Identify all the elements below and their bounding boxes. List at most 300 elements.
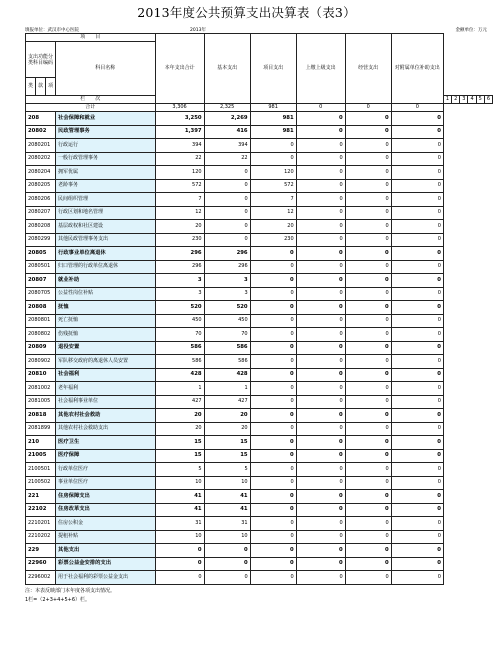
col-header: 本年支出合计 — [155, 34, 204, 104]
subject-name: 其他民政管理事务支出 — [56, 233, 156, 247]
amount-cell: 586 — [155, 341, 204, 355]
total-cell: 2,325 — [204, 104, 250, 112]
amount-cell: 0 — [250, 247, 296, 261]
amount-cell: 0 — [250, 355, 296, 369]
amount-cell: 0 — [250, 314, 296, 328]
subject-name: 军队移交政府的离退休人员安置 — [56, 355, 156, 369]
subject-name: 退役安置 — [56, 341, 156, 355]
col-header: 基本支出 — [204, 34, 250, 104]
amount-cell: 0 — [204, 220, 250, 234]
amount-cell: 0 — [296, 503, 345, 517]
amount-cell: 0 — [204, 233, 250, 247]
amount-cell: 0 — [250, 449, 296, 463]
amount-cell: 0 — [204, 206, 250, 220]
amount-cell: 0 — [391, 287, 443, 301]
subject-code: 2100501 — [26, 463, 56, 477]
amount-cell: 427 — [155, 395, 204, 409]
note-line: 注：本表反映部门本年度各项支出情况。 — [25, 588, 116, 594]
total-cell: 3,306 — [155, 104, 204, 112]
subject-code: 20802 — [26, 125, 56, 139]
amount-cell: 0 — [250, 422, 296, 436]
subject-code: 20809 — [26, 341, 56, 355]
amount-cell: 0 — [345, 463, 391, 477]
amount-cell: 0 — [250, 382, 296, 396]
amount-cell: 0 — [204, 166, 250, 180]
amount-cell: 981 — [250, 112, 296, 126]
amount-cell: 0 — [345, 112, 391, 126]
subject-name: 行政区划和地名管理 — [56, 206, 156, 220]
amount-cell: 70 — [204, 328, 250, 342]
amount-cell: 20 — [155, 422, 204, 436]
subject-code: 2081002 — [26, 382, 56, 396]
page-title: 2013年度公共预算支出决算表（表3） — [137, 5, 356, 20]
amount-cell: 0 — [296, 557, 345, 571]
amount-cell: 296 — [204, 260, 250, 274]
amount-cell: 0 — [250, 409, 296, 423]
amount-cell: 0 — [296, 247, 345, 261]
kuan-header: 款 — [36, 78, 46, 96]
func-class-header: 支出功能分类科目编码 — [26, 42, 56, 78]
amount-cell: 0 — [345, 328, 391, 342]
amount-cell: 0 — [345, 152, 391, 166]
subject-name: 民政管理事务 — [56, 125, 156, 139]
table-row — [26, 112, 493, 126]
amount-cell: 0 — [391, 314, 443, 328]
amount-cell: 0 — [345, 503, 391, 517]
amount-cell: 428 — [204, 368, 250, 382]
col-header: 项目支出 — [250, 34, 296, 104]
amount-cell: 5 — [204, 463, 250, 477]
amount-cell: 450 — [155, 314, 204, 328]
amount-cell: 0 — [345, 382, 391, 396]
subject-name: 伤残抚恤 — [56, 328, 156, 342]
subject-name: 其他农村社会救助 — [56, 409, 156, 423]
amount-cell: 0 — [345, 287, 391, 301]
subject-name: 公益性岗位补贴 — [56, 287, 156, 301]
amount-cell: 0 — [391, 557, 443, 571]
amount-unit: 金额单位：万元 — [455, 28, 487, 33]
amount-cell: 0 — [391, 409, 443, 423]
amount-cell: 0 — [250, 368, 296, 382]
col-header: 对附属单位补助支出 — [391, 34, 443, 104]
table-row — [26, 139, 493, 153]
amount-cell: 0 — [391, 449, 443, 463]
amount-cell: 0 — [391, 112, 443, 126]
subject-name: 一般行政管理事务 — [56, 152, 156, 166]
amount-cell: 10 — [204, 530, 250, 544]
table-row — [26, 476, 493, 490]
subject-name: 死亡抚恤 — [56, 314, 156, 328]
amount-cell: 0 — [296, 436, 345, 450]
amount-cell: 0 — [296, 395, 345, 409]
subject-code: 20805 — [26, 247, 56, 261]
amount-cell: 0 — [155, 557, 204, 571]
subject-code: 22960 — [26, 557, 56, 571]
total-cell: 0 — [391, 104, 443, 112]
amount-cell: 3 — [204, 287, 250, 301]
amount-cell: 0 — [345, 544, 391, 558]
amount-cell: 394 — [155, 139, 204, 153]
subject-code: 22102 — [26, 503, 56, 517]
amount-cell: 0 — [345, 395, 391, 409]
subject-code: 221 — [26, 490, 56, 504]
amount-cell: 572 — [155, 179, 204, 193]
amount-cell: 0 — [250, 328, 296, 342]
amount-cell: 0 — [296, 233, 345, 247]
amount-cell: 428 — [155, 368, 204, 382]
amount-cell: 0 — [345, 409, 391, 423]
amount-cell: 0 — [345, 125, 391, 139]
table-row — [26, 341, 493, 355]
table-row — [26, 382, 493, 396]
amount-cell: 0 — [250, 463, 296, 477]
expenditure-table — [25, 33, 493, 585]
total-label: 合计 — [26, 104, 156, 112]
amount-cell: 0 — [345, 422, 391, 436]
table-row — [26, 260, 493, 274]
table-row — [26, 314, 493, 328]
lei-header: 类 — [26, 78, 36, 96]
table-row — [26, 328, 493, 342]
amount-cell: 0 — [345, 206, 391, 220]
subject-code: 2296002 — [26, 571, 56, 585]
subject-name: 老龄事务 — [56, 179, 156, 193]
amount-cell: 586 — [155, 355, 204, 369]
subject-code: 20818 — [26, 409, 56, 423]
amount-cell: 0 — [391, 355, 443, 369]
table-row — [26, 544, 493, 558]
amount-cell: 0 — [391, 490, 443, 504]
amount-cell: 15 — [155, 436, 204, 450]
amount-cell: 0 — [345, 139, 391, 153]
amount-cell: 0 — [345, 274, 391, 288]
table-row — [26, 463, 493, 477]
amount-cell: 0 — [345, 193, 391, 207]
subject-name: 行政运行 — [56, 139, 156, 153]
amount-cell: 0 — [391, 125, 443, 139]
amount-cell: 0 — [391, 463, 443, 477]
amount-cell: 0 — [204, 179, 250, 193]
amount-cell: 0 — [391, 395, 443, 409]
subject-name: 基层政权和社区建设 — [56, 220, 156, 234]
amount-cell: 0 — [250, 139, 296, 153]
amount-cell: 10 — [155, 476, 204, 490]
table-row — [26, 517, 493, 531]
table-row — [26, 490, 493, 504]
subject-code: 2210202 — [26, 530, 56, 544]
amount-cell: 0 — [391, 517, 443, 531]
total-cell: 981 — [250, 104, 296, 112]
amount-cell: 0 — [391, 476, 443, 490]
table-row — [26, 125, 493, 139]
subject-name: 住房改革支出 — [56, 503, 156, 517]
amount-cell: 230 — [250, 233, 296, 247]
amount-cell: 0 — [204, 544, 250, 558]
subject-code: 2080206 — [26, 193, 56, 207]
subject-code: 21005 — [26, 449, 56, 463]
amount-cell: 0 — [204, 193, 250, 207]
table-row — [26, 557, 493, 571]
amount-cell: 0 — [296, 368, 345, 382]
amount-cell: 12 — [250, 206, 296, 220]
amount-cell: 0 — [391, 260, 443, 274]
amount-cell: 120 — [250, 166, 296, 180]
amount-cell: 0 — [250, 341, 296, 355]
subject-code: 2080801 — [26, 314, 56, 328]
amount-cell: 0 — [155, 544, 204, 558]
amount-cell: 0 — [345, 301, 391, 315]
amount-cell: 0 — [391, 530, 443, 544]
amount-cell: 15 — [204, 449, 250, 463]
amount-cell: 0 — [296, 341, 345, 355]
subject-code: 229 — [26, 544, 56, 558]
amount-cell: 0 — [391, 179, 443, 193]
table-row — [26, 368, 493, 382]
amount-cell: 20 — [204, 422, 250, 436]
amount-cell: 41 — [204, 490, 250, 504]
amount-cell: 0 — [296, 274, 345, 288]
amount-cell: 5 — [155, 463, 204, 477]
amount-cell: 0 — [250, 436, 296, 450]
amount-cell: 0 — [391, 341, 443, 355]
amount-cell: 0 — [391, 152, 443, 166]
amount-cell: 0 — [391, 166, 443, 180]
amount-cell: 0 — [391, 301, 443, 315]
amount-cell: 981 — [250, 125, 296, 139]
amount-cell: 296 — [155, 260, 204, 274]
amount-cell: 0 — [391, 139, 443, 153]
subject-code: 2080208 — [26, 220, 56, 234]
xiang-header: 项 — [46, 78, 56, 96]
total-cell: 0 — [345, 104, 391, 112]
amount-cell: 0 — [296, 571, 345, 585]
amount-cell: 0 — [296, 166, 345, 180]
subject-code: 20807 — [26, 274, 56, 288]
amount-cell: 0 — [250, 287, 296, 301]
table-row — [26, 449, 493, 463]
amount-cell: 70 — [155, 328, 204, 342]
amount-cell: 0 — [250, 476, 296, 490]
col-number: 3 — [460, 96, 468, 104]
amount-cell: 0 — [250, 503, 296, 517]
amount-cell: 20 — [155, 409, 204, 423]
amount-cell: 0 — [391, 206, 443, 220]
subject-code: 2210201 — [26, 517, 56, 531]
col-number: 6 — [484, 96, 492, 104]
amount-cell: 15 — [204, 436, 250, 450]
note-line: 1栏=（2+3+4+5+6）栏。 — [25, 597, 91, 603]
subject-name: 社会福利 — [56, 368, 156, 382]
table-row — [26, 220, 493, 234]
amount-cell: 0 — [345, 166, 391, 180]
subject-name: 抚恤 — [56, 301, 156, 315]
amount-cell: 0 — [296, 125, 345, 139]
amount-cell: 0 — [296, 301, 345, 315]
amount-cell: 427 — [204, 395, 250, 409]
amount-cell: 0 — [391, 571, 443, 585]
amount-cell: 0 — [296, 463, 345, 477]
reporting-unit: 填报单位：武汉市中心医院 — [25, 28, 79, 33]
amount-cell: 0 — [391, 193, 443, 207]
col-number: 2 — [452, 96, 460, 104]
subject-code: 2080201 — [26, 139, 56, 153]
amount-cell: 20 — [250, 220, 296, 234]
amount-cell: 0 — [296, 314, 345, 328]
amount-cell: 0 — [391, 436, 443, 450]
table-row — [26, 571, 493, 585]
subject-name: 民间组织管理 — [56, 193, 156, 207]
amount-cell: 0 — [296, 544, 345, 558]
amount-cell: 3,250 — [155, 112, 204, 126]
amount-cell: 0 — [345, 314, 391, 328]
amount-cell: 0 — [296, 517, 345, 531]
subject-name: 提租补贴 — [56, 530, 156, 544]
amount-cell: 1 — [155, 382, 204, 396]
table-row — [26, 166, 493, 180]
lanci-label: 栏 次 — [26, 96, 156, 104]
amount-cell: 0 — [345, 571, 391, 585]
amount-cell: 586 — [204, 341, 250, 355]
table-row — [26, 287, 493, 301]
table-row — [26, 179, 493, 193]
amount-cell: 0 — [345, 436, 391, 450]
amount-cell: 0 — [296, 193, 345, 207]
amount-cell: 0 — [345, 260, 391, 274]
amount-cell: 41 — [155, 503, 204, 517]
amount-cell: 10 — [155, 530, 204, 544]
amount-cell: 0 — [296, 179, 345, 193]
table-row — [26, 503, 493, 517]
subject-code: 20808 — [26, 301, 56, 315]
subject-code: 2080299 — [26, 233, 56, 247]
amount-cell: 0 — [345, 179, 391, 193]
amount-cell: 0 — [345, 476, 391, 490]
col-number: 5 — [476, 96, 484, 104]
amount-cell: 0 — [296, 152, 345, 166]
amount-cell: 41 — [204, 503, 250, 517]
amount-cell: 0 — [391, 233, 443, 247]
amount-cell: 0 — [296, 139, 345, 153]
amount-cell: 0 — [204, 557, 250, 571]
subject-code: 20810 — [26, 368, 56, 382]
amount-cell: 0 — [345, 517, 391, 531]
subject-name: 用于社会福利的彩票公益金支出 — [56, 571, 156, 585]
amount-cell: 3 — [155, 287, 204, 301]
subject-name: 拥军优属 — [56, 166, 156, 180]
subject-code: 2080902 — [26, 355, 56, 369]
amount-cell: 0 — [345, 368, 391, 382]
amount-cell: 12 — [155, 206, 204, 220]
amount-cell: 0 — [296, 476, 345, 490]
amount-cell: 586 — [204, 355, 250, 369]
table-row — [26, 409, 493, 423]
amount-cell: 0 — [250, 517, 296, 531]
amount-cell: 0 — [296, 206, 345, 220]
amount-cell: 230 — [155, 233, 204, 247]
subject-name: 医疗保障 — [56, 449, 156, 463]
amount-cell: 0 — [345, 247, 391, 261]
amount-cell: 0 — [345, 449, 391, 463]
amount-cell: 0 — [391, 274, 443, 288]
amount-cell: 0 — [250, 260, 296, 274]
amount-cell: 0 — [250, 557, 296, 571]
subject-name: 医疗卫生 — [56, 436, 156, 450]
amount-cell: 0 — [345, 355, 391, 369]
amount-cell: 0 — [250, 274, 296, 288]
col-header: 上缴上级支出 — [296, 34, 345, 104]
amount-cell: 7 — [250, 193, 296, 207]
amount-cell: 0 — [391, 422, 443, 436]
amount-cell: 520 — [155, 301, 204, 315]
table-row — [26, 301, 493, 315]
amount-cell: 22 — [155, 152, 204, 166]
subject-code: 2080204 — [26, 166, 56, 180]
subject-name: 事业单位医疗 — [56, 476, 156, 490]
amount-cell: 120 — [155, 166, 204, 180]
amount-cell: 0 — [296, 449, 345, 463]
amount-cell: 0 — [345, 490, 391, 504]
amount-cell: 1,397 — [155, 125, 204, 139]
amount-cell: 20 — [204, 409, 250, 423]
amount-cell: 0 — [345, 233, 391, 247]
amount-cell: 0 — [296, 490, 345, 504]
amount-cell: 0 — [296, 382, 345, 396]
amount-cell: 0 — [391, 220, 443, 234]
amount-cell: 3 — [155, 274, 204, 288]
subject-name-header: 科目名称 — [56, 42, 156, 96]
subject-name: 社会保障和就业 — [56, 112, 156, 126]
subject-name: 行政事业单位离退休 — [56, 247, 156, 261]
amount-cell: 0 — [391, 382, 443, 396]
subject-name: 就业补助 — [56, 274, 156, 288]
amount-cell: 31 — [155, 517, 204, 531]
subject-code: 210 — [26, 436, 56, 450]
amount-cell: 572 — [250, 179, 296, 193]
table-row — [26, 247, 493, 261]
amount-cell: 296 — [155, 247, 204, 261]
amount-cell: 0 — [345, 557, 391, 571]
subject-code: 2080207 — [26, 206, 56, 220]
table-row — [26, 355, 493, 369]
table-row — [26, 274, 493, 288]
amount-cell: 0 — [250, 530, 296, 544]
subject-name: 行政单位医疗 — [56, 463, 156, 477]
amount-cell: 0 — [391, 544, 443, 558]
col-header: 经营支出 — [345, 34, 391, 104]
col-number: 1 — [443, 96, 451, 104]
subject-name: 住房公积金 — [56, 517, 156, 531]
amount-cell: 0 — [296, 287, 345, 301]
table-row — [26, 193, 493, 207]
total-cell: 0 — [296, 104, 345, 112]
amount-cell: 0 — [296, 422, 345, 436]
subject-code: 2080501 — [26, 260, 56, 274]
subject-code: 2080802 — [26, 328, 56, 342]
amount-cell: 0 — [391, 368, 443, 382]
subject-code: 2080202 — [26, 152, 56, 166]
subject-name: 其他支出 — [56, 544, 156, 558]
amount-cell: 0 — [204, 571, 250, 585]
subject-code: 2100502 — [26, 476, 56, 490]
amount-cell: 520 — [204, 301, 250, 315]
amount-cell: 0 — [345, 220, 391, 234]
amount-cell: 0 — [250, 544, 296, 558]
amount-cell: 0 — [296, 328, 345, 342]
subject-name: 老年福利 — [56, 382, 156, 396]
project-header: 项 目 — [26, 34, 156, 42]
amount-cell: 31 — [204, 517, 250, 531]
amount-cell: 0 — [155, 571, 204, 585]
